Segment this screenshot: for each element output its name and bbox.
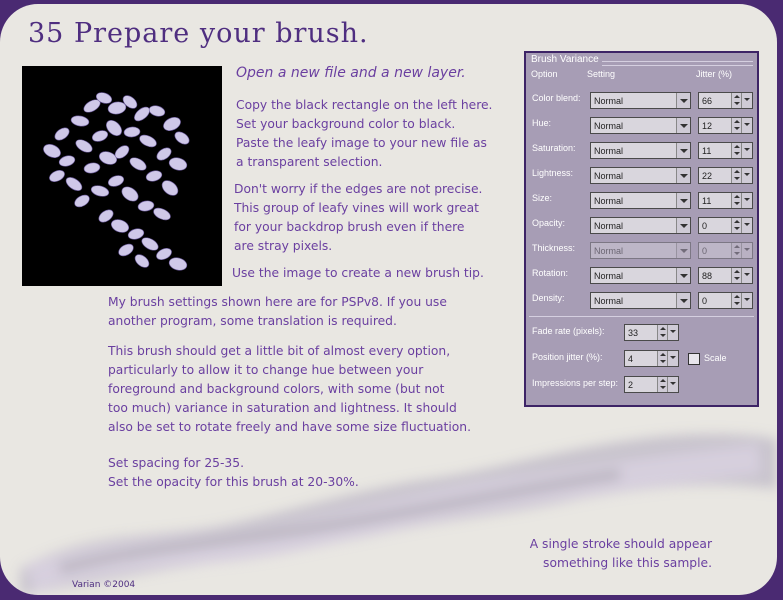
jitter-stepper[interactable] <box>698 192 753 209</box>
chevron-down-icon[interactable] <box>676 143 690 158</box>
sample-caption <box>480 535 712 573</box>
dropdown-value: Normal <box>594 221 624 231</box>
dropdown-value: Normal <box>594 96 624 106</box>
fade-label: Fade rate (pixels): <box>532 326 605 336</box>
chevron-down-icon[interactable] <box>676 93 690 108</box>
stepper-value: 22 <box>702 171 713 181</box>
paragraph-1 <box>236 96 492 172</box>
stepper-value: 0 <box>702 221 708 231</box>
dropdown-arrow-icon[interactable] <box>741 118 752 133</box>
dropdown-value: Normal <box>594 296 624 306</box>
chevron-down-icon[interactable] <box>676 268 690 283</box>
paragraph-2 <box>234 180 482 256</box>
col-jitter: Jitter (%) <box>696 69 732 79</box>
text-line: something like this sample. <box>543 556 712 570</box>
scale-checkbox[interactable] <box>688 353 700 365</box>
text-line: My brush settings shown here are for PSPv8. If you use <box>108 295 447 309</box>
scale-label: Scale <box>704 353 727 363</box>
row-label: Opacity: <box>532 218 566 228</box>
leaf-brush-image <box>22 66 222 286</box>
text-line: Set your background color to black. <box>236 117 456 131</box>
row-label: Density: <box>532 293 565 303</box>
intro-text: Open a new file and a new layer. <box>236 65 466 81</box>
jitter-stepper[interactable] <box>698 92 753 109</box>
dropdown-arrow-icon[interactable] <box>741 268 752 283</box>
impressions-label: Impressions per step: <box>532 378 619 388</box>
header-divider <box>602 61 753 66</box>
setting-dropdown <box>590 242 691 259</box>
setting-dropdown[interactable] <box>590 117 691 134</box>
row-thickness <box>526 242 757 264</box>
dropdown-value: Normal <box>594 171 624 181</box>
dropdown-value: Normal <box>594 271 624 281</box>
dropdown-arrow-icon[interactable] <box>667 325 678 340</box>
jitter-stepper[interactable] <box>698 292 753 309</box>
chevron-down-icon <box>676 243 690 258</box>
text-line: a transparent selection. <box>236 155 383 169</box>
leafy-vine-illustration <box>22 66 222 286</box>
dropdown-arrow-icon[interactable] <box>741 93 752 108</box>
dropdown-arrow-icon[interactable] <box>741 193 752 208</box>
stepper-value: 12 <box>702 121 713 131</box>
position-jitter-stepper[interactable] <box>624 350 679 367</box>
text-line: too much) variance in saturation and lightness. It should <box>108 401 457 415</box>
row-rotation <box>526 267 757 289</box>
row-label: Color blend: <box>532 93 581 103</box>
row-lightness <box>526 167 757 189</box>
dropdown-arrow-icon[interactable] <box>667 377 678 392</box>
jitter-stepper <box>698 242 753 259</box>
stepper-value: 0 <box>702 296 708 306</box>
col-option: Option <box>531 69 558 79</box>
chevron-down-icon[interactable] <box>676 168 690 183</box>
fade-rate-stepper[interactable] <box>624 324 679 341</box>
row-hue <box>526 117 757 139</box>
jitter-stepper[interactable] <box>698 217 753 234</box>
row-impressions <box>526 376 757 398</box>
chevron-down-icon[interactable] <box>676 218 690 233</box>
row-opacity <box>526 217 757 239</box>
dropdown-value: Normal <box>594 246 624 256</box>
setting-dropdown[interactable] <box>590 92 691 109</box>
dropdown-arrow-icon[interactable] <box>741 168 752 183</box>
jitter-stepper[interactable] <box>698 267 753 284</box>
dropdown-arrow-icon <box>741 243 752 258</box>
row-label: Size: <box>532 193 553 203</box>
paragraph-6 <box>108 454 359 492</box>
stepper-value: 4 <box>628 354 634 364</box>
row-fade-rate <box>526 324 757 346</box>
jitter-stepper[interactable] <box>698 142 753 159</box>
setting-dropdown[interactable] <box>590 217 691 234</box>
dropdown-value: Normal <box>594 196 624 206</box>
row-density <box>526 292 757 314</box>
text-line: another program, some translation is required. <box>108 314 397 328</box>
text-line: A single stroke should appear <box>529 537 712 551</box>
setting-dropdown[interactable] <box>590 167 691 184</box>
row-saturation <box>526 142 757 164</box>
text-line: Don't worry if the edges are not precise. <box>234 182 483 196</box>
setting-dropdown[interactable] <box>590 267 691 284</box>
dialog-title: Brush Variance <box>531 54 599 65</box>
stepper-value: 66 <box>702 96 713 106</box>
text-line: particularly to allow it to change hue between your <box>108 363 424 377</box>
dropdown-value: Normal <box>594 121 624 131</box>
dropdown-arrow-icon[interactable] <box>741 293 752 308</box>
setting-dropdown[interactable] <box>590 292 691 309</box>
paragraph-3 <box>232 264 484 283</box>
text-line: also be set to rotate freely and have some size fluctuation. <box>108 420 472 434</box>
signature: Varian ©2004 <box>72 580 136 590</box>
row-size <box>526 192 757 214</box>
row-label: Lightness: <box>532 168 574 178</box>
dropdown-arrow-icon[interactable] <box>741 143 752 158</box>
stepper-value: 0 <box>702 246 708 256</box>
dropdown-arrow-icon[interactable] <box>741 218 752 233</box>
row-label: Saturation: <box>532 143 576 153</box>
paragraph-4 <box>108 293 447 331</box>
stepper-value: 2 <box>628 380 634 390</box>
brush-variance-dialog <box>524 51 759 407</box>
jitter-stepper[interactable] <box>698 117 753 134</box>
jitter-stepper[interactable] <box>698 167 753 184</box>
chevron-down-icon[interactable] <box>676 118 690 133</box>
stepper-value: 33 <box>628 328 639 338</box>
dialog-divider <box>529 316 754 317</box>
text-line: This brush should get a little bit of almost every option, <box>108 344 451 358</box>
page-title: 35 Prepare your brush. <box>28 18 369 49</box>
chevron-down-icon[interactable] <box>676 193 690 208</box>
dropdown-arrow-icon[interactable] <box>667 351 678 366</box>
stepper-value: 88 <box>702 271 713 281</box>
stepper-value: 11 <box>702 196 712 206</box>
text-line: Set spacing for 25-35. <box>108 456 244 470</box>
text-line: for your backdrop brush even if there <box>234 220 465 234</box>
row-label: Rotation: <box>532 268 569 278</box>
row-position-jitter <box>526 350 757 372</box>
row-label: Thickness: <box>532 243 576 253</box>
col-setting: Setting <box>587 69 616 79</box>
row-label: Hue: <box>532 118 552 128</box>
chevron-down-icon[interactable] <box>676 293 690 308</box>
text-line: This group of leafy vines will work great <box>234 201 480 215</box>
row-color-blend <box>526 92 757 114</box>
position-label: Position jitter (%): <box>532 352 603 362</box>
text-line: Use the image to create a new brush tip. <box>232 266 484 280</box>
text-line: foreground and background colors, with some (but not <box>108 382 445 396</box>
text-line: Copy the black rectangle on the left here. <box>236 98 493 112</box>
stepper-value: 11 <box>702 146 712 156</box>
impressions-stepper[interactable] <box>624 376 679 393</box>
dropdown-value: Normal <box>594 146 624 156</box>
setting-dropdown[interactable] <box>590 142 691 159</box>
text-line: are stray pixels. <box>234 239 333 253</box>
setting-dropdown[interactable] <box>590 192 691 209</box>
text-line: Set the opacity for this brush at 20-30%. <box>108 475 359 489</box>
text-line: Paste the leafy image to your new file as <box>236 136 487 150</box>
